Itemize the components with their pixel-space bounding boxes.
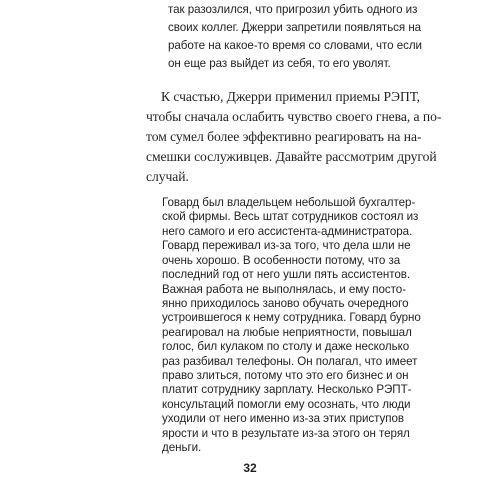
quote-line: раз разбивал телефоны. Он полагал, что имеет	[162, 354, 418, 368]
quote-line: своих коллег. Джерри запретили появляться на	[168, 21, 422, 34]
quote-line: платит сотруднику зарплату. Несколько РЭПТ-	[162, 383, 412, 397]
quote-line: он еще раз выйдет из себя, то его уволят.	[168, 57, 391, 70]
quote-line: очень хорошо. В особенности потому, что за	[162, 253, 401, 267]
quote-line: устроившегося к нему сотрудника. Говард бурно	[162, 311, 421, 325]
quote-line: так разозлился, что пригрозил убить одного из	[168, 3, 418, 16]
page-number: 32	[243, 461, 257, 475]
quote-line: работе на какое-то время со словами, что если	[168, 39, 422, 52]
quote-line: ярости и что в результате из-за этого он терял	[162, 426, 410, 440]
quote-line: консультаций помогли ему осознать, что люди	[162, 397, 411, 411]
quote-line: Говард переживал из-за того, что дела шли не	[162, 239, 411, 253]
quote-line: янно приходилось заново обучать очередного	[162, 296, 409, 310]
body-line: смешки сослуживцев. Давайте рассмотрим другой	[146, 149, 437, 164]
body-line: том сумел более эффективно реагировать на на-	[146, 129, 422, 144]
quote-line: деньги.	[162, 441, 202, 454]
quote-line: реагировал на любые неприятности, повышал	[162, 325, 412, 339]
body-line: К счастью, Джерри применил приемы РЭПТ,	[161, 89, 420, 104]
quote-line: последний год от него ушли пять ассистентов.	[162, 268, 411, 282]
body-line: случай.	[146, 169, 189, 184]
quote-line: голос, бил кулаком по столу и даже несколько	[162, 340, 410, 354]
quote-line: Важная работа не выполнялась, и ему посто-	[162, 282, 407, 296]
quote-line: уходили от него именно из-за этих приступов	[162, 412, 405, 426]
quote-line: него самого и его ассистента-администратора.	[162, 224, 413, 238]
body-line: чтобы сначала ослабить чувство своего гнева, а по-	[146, 109, 442, 124]
quote-line: право злиться, потому что это его бизнес и он	[162, 368, 409, 382]
quote-line: Говард был владельцем небольшой бухгалтер-	[162, 196, 416, 209]
quote-line: ской фирмы. Весь штат сотрудников состоял из	[162, 210, 419, 224]
